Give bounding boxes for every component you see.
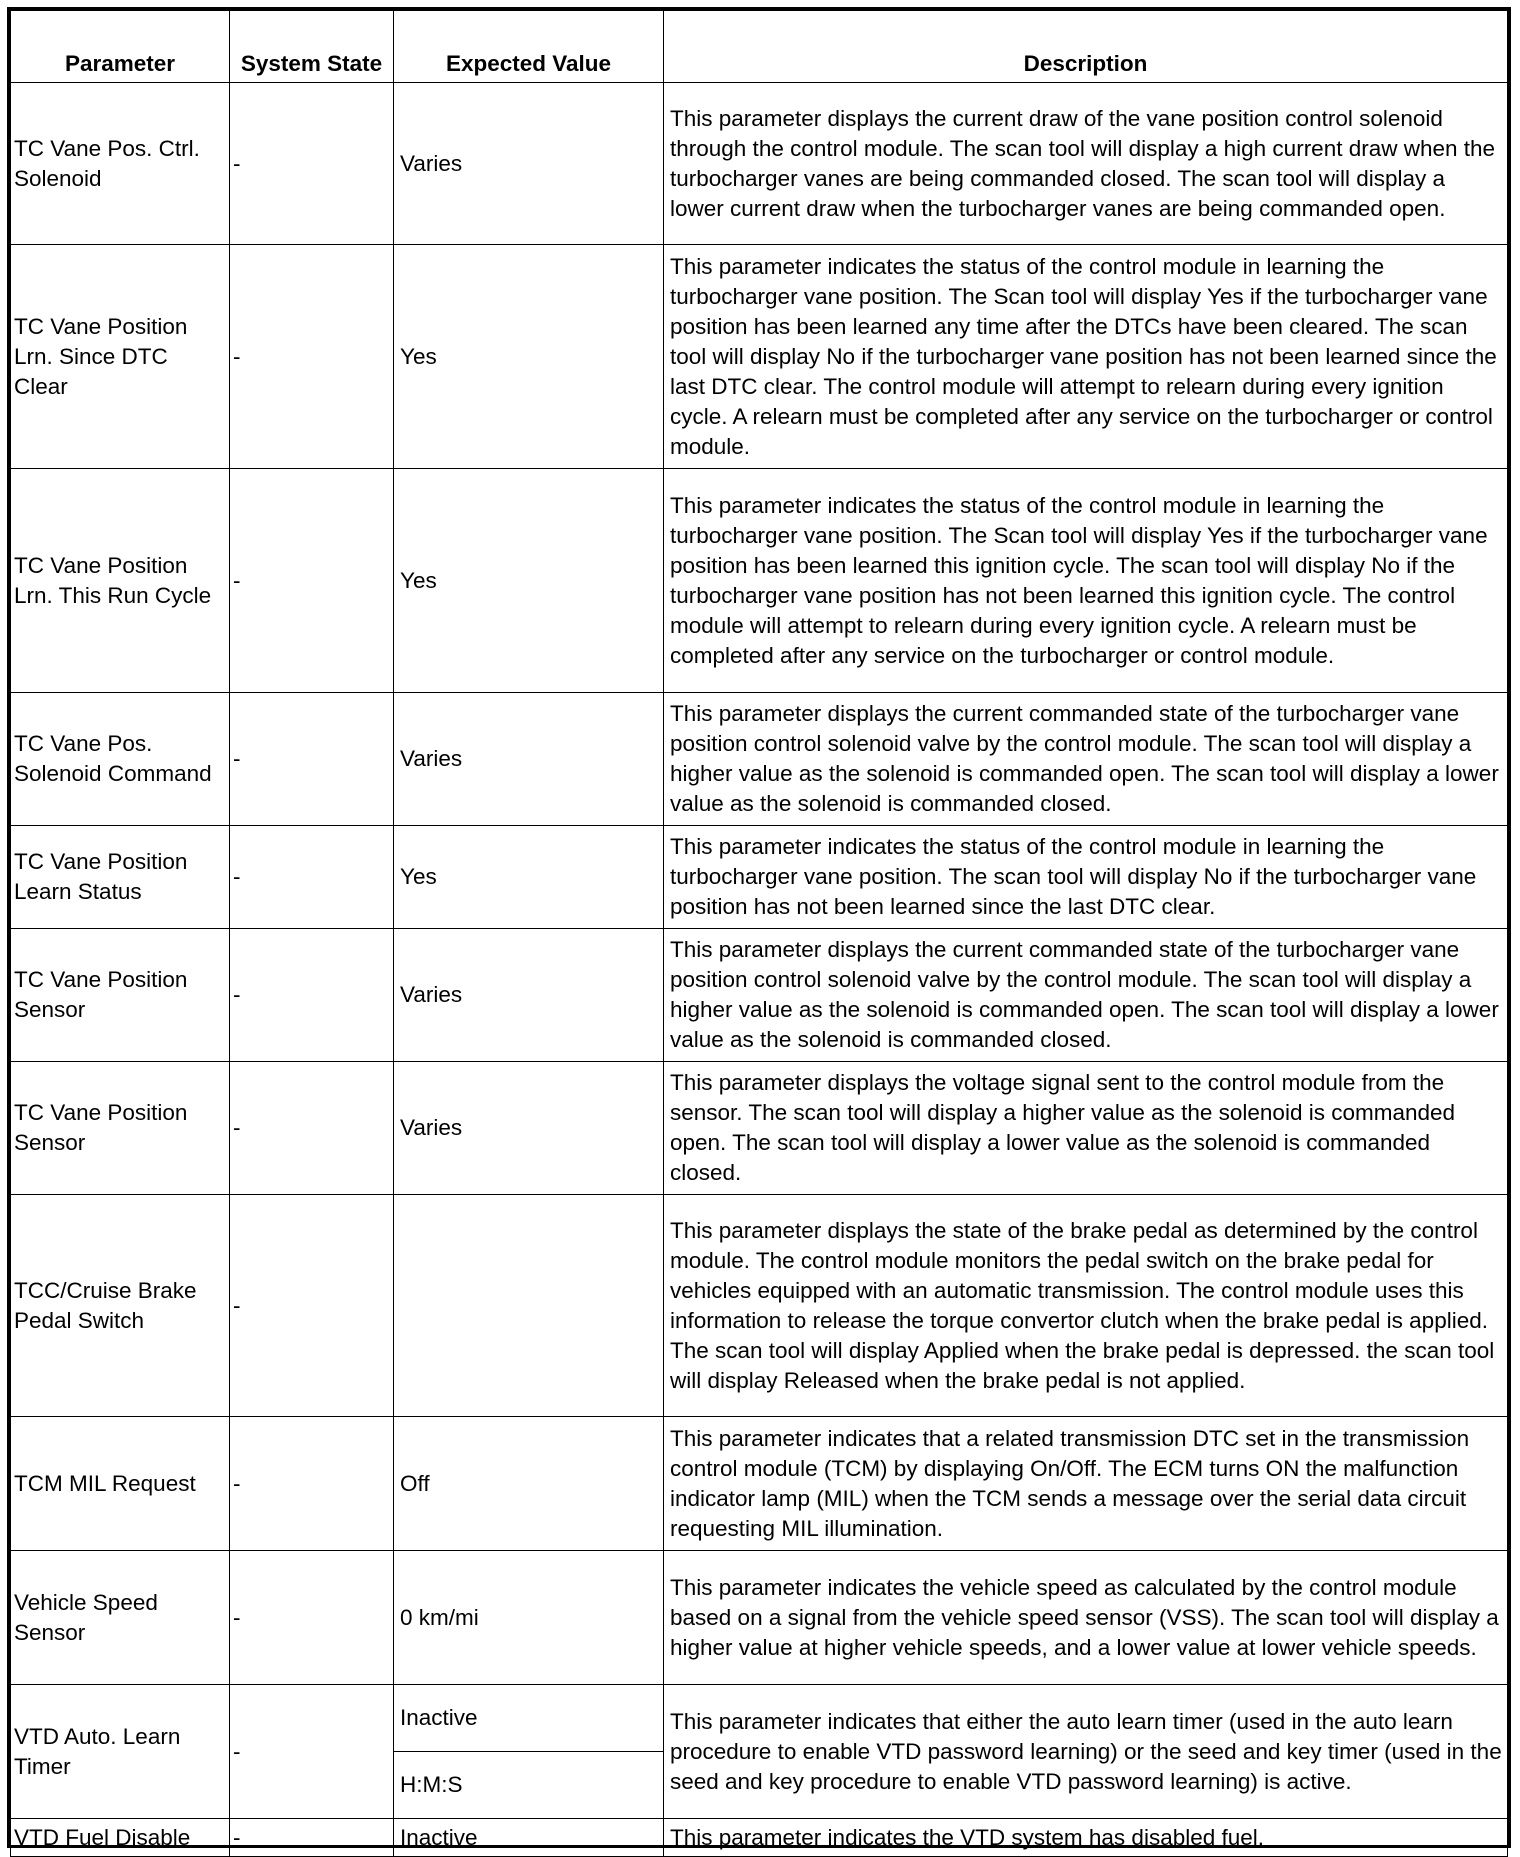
parameter-cell: TCC/Cruise Brake Pedal Switch	[11, 1195, 230, 1417]
table-row	[11, 1417, 1508, 1551]
system-state-cell: -	[230, 1195, 394, 1417]
description-cell: This parameter displays the current commanded state of the turbocharger vane position control solenoid valve by the control module. The scan tool will display a higher value as the solenoid is commanded open. The scan tool will display a lower value as the solenoid is commanded closed.	[664, 929, 1508, 1062]
expected-value-cell: Yes	[394, 469, 664, 693]
description-cell: This parameter indicates the status of the control module in learning the turbocharger vane position. The scan tool will display No if the turbocharger vane position has not been learned since the last DTC clear.	[664, 826, 1508, 929]
table-row	[11, 1062, 1508, 1195]
table-row	[11, 1551, 1508, 1685]
expected-value-cell: Inactive	[394, 1685, 664, 1752]
table-row	[11, 245, 1508, 469]
system-state-cell: -	[230, 1417, 394, 1551]
table-row	[11, 469, 1508, 693]
expected-value-cell: Varies	[394, 693, 664, 826]
system-state-cell: -	[230, 245, 394, 469]
parameter-cell: VTD Auto. Learn Timer	[11, 1685, 230, 1819]
system-state-cell: -	[230, 469, 394, 693]
table-row	[11, 1685, 1508, 1752]
table-row	[11, 826, 1508, 929]
expected-value-cell: Varies	[394, 83, 664, 245]
header-system-state: System State	[230, 11, 394, 83]
description-cell: This parameter indicates that either the auto learn timer (used in the auto learn procedure to enable VTD password learning) or the seed and key timer (used in the seed and key procedure to enable VTD password learning) is active.	[664, 1685, 1508, 1819]
system-state-cell: -	[230, 1685, 394, 1819]
table-row	[11, 1819, 1508, 1857]
description-cell: This parameter displays the current draw of the vane position control solenoid through the control module. The scan tool will display a high current draw when the turbocharger vanes are being commanded closed. The scan tool will display a lower current draw when the turbocharger vanes are being commanded open.	[664, 83, 1508, 245]
description-cell: This parameter indicates that a related transmission DTC set in the transmission control module (TCM) by displaying On/Off. The ECM turns ON the malfunction indicator lamp (MIL) when the TCM sends a message over the serial data circuit requesting MIL illumination.	[664, 1417, 1508, 1551]
parameter-cell: TCM MIL Request	[11, 1417, 230, 1551]
parameter-cell: TC Vane Pos. Ctrl. Solenoid	[11, 83, 230, 245]
parameter-cell: TC Vane Position Learn Status	[11, 826, 230, 929]
expected-value-cell: H:M:S	[394, 1752, 664, 1819]
expected-value-cell: Inactive	[394, 1819, 664, 1857]
table-row	[11, 83, 1508, 245]
table-row	[11, 1195, 1508, 1417]
parameter-cell: VTD Fuel Disable	[11, 1819, 230, 1857]
parameter-cell: TC Vane Position Sensor	[11, 1062, 230, 1195]
expected-value-cell: Off	[394, 1417, 664, 1551]
header-row	[11, 11, 1508, 83]
header-parameter: Parameter	[11, 11, 230, 83]
parameter-cell: TC Vane Position Lrn. This Run Cycle	[11, 469, 230, 693]
parameter-table-sheet	[7, 7, 1511, 1848]
table-row	[11, 693, 1508, 826]
header-description: Description	[664, 11, 1508, 83]
parameter-cell: TC Vane Position Lrn. Since DTC Clear	[11, 245, 230, 469]
description-cell: This parameter displays the current commanded state of the turbocharger vane position control solenoid valve by the control module. The scan tool will display a higher value as the solenoid is commanded open. The scan tool will display a lower value as the solenoid is commanded closed.	[664, 693, 1508, 826]
description-cell: This parameter displays the voltage signal sent to the control module from the sensor. The scan tool will display a higher value as the solenoid is commanded open. The scan tool will display a lower value as the solenoid is commanded closed.	[664, 1062, 1508, 1195]
system-state-cell: -	[230, 826, 394, 929]
description-cell: This parameter displays the state of the brake pedal as determined by the control module. The control module monitors the pedal switch on the brake pedal for vehicles equipped with an automatic transmission. The control module uses this information to release the torque convertor clutch when the brake pedal is applied. The scan tool will display Applied when the brake pedal is depressed. the scan tool will display Released when the brake pedal is not applied.	[664, 1195, 1508, 1417]
parameter-cell: TC Vane Position Sensor	[11, 929, 230, 1062]
table-row	[11, 929, 1508, 1062]
system-state-cell: -	[230, 1062, 394, 1195]
parameter-table	[10, 10, 1508, 1857]
system-state-cell: -	[230, 1819, 394, 1857]
description-cell: This parameter indicates the VTD system has disabled fuel.	[664, 1819, 1508, 1857]
parameter-cell: TC Vane Pos. Solenoid Command	[11, 693, 230, 826]
description-cell: This parameter indicates the status of the control module in learning the turbocharger vane position. The Scan tool will display Yes if the turbocharger vane position has been learned this ignition cycle. The scan tool will display No if the turbocharger vane position has not been learned this ignition cycle. The control module will attempt to relearn during every ignition cycle. A relearn must be completed after any service on the turbocharger or control module.	[664, 469, 1508, 693]
expected-value-cell: Varies	[394, 929, 664, 1062]
expected-value-cell	[394, 1195, 664, 1417]
description-cell: This parameter indicates the status of the control module in learning the turbocharger vane position. The Scan tool will display Yes if the turbocharger vane position has been learned any time after the DTCs have been cleared. The scan tool will display No if the turbocharger vane position has not been learned since the last DTC clear. The control module will attempt to relearn during every ignition cycle. A relearn must be completed after any service on the turbocharger or control module.	[664, 245, 1508, 469]
system-state-cell: -	[230, 929, 394, 1062]
system-state-cell: -	[230, 693, 394, 826]
expected-value-cell: Varies	[394, 1062, 664, 1195]
expected-value-cell: Yes	[394, 245, 664, 469]
parameter-cell: Vehicle Speed Sensor	[11, 1551, 230, 1685]
expected-value-cell: 0 km/mi	[394, 1551, 664, 1685]
expected-value-cell: Yes	[394, 826, 664, 929]
system-state-cell: -	[230, 83, 394, 245]
description-cell: This parameter indicates the vehicle speed as calculated by the control module based on a signal from the vehicle speed sensor (VSS). The scan tool will display a higher value at higher vehicle speeds, and a lower value at lower vehicle speeds.	[664, 1551, 1508, 1685]
system-state-cell: -	[230, 1551, 394, 1685]
header-expected-value: Expected Value	[394, 11, 664, 83]
